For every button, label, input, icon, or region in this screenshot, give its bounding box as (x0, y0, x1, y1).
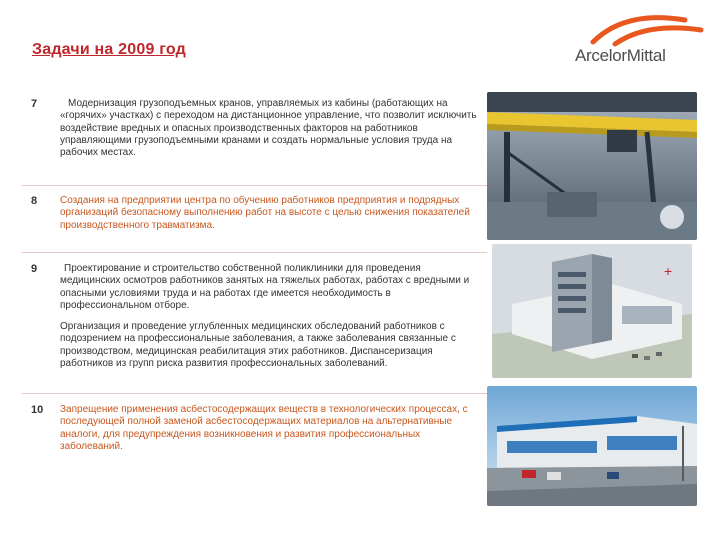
task-number: 7 (31, 98, 38, 110)
svg-text:+: + (664, 263, 673, 279)
arcelormittal-logo (575, 8, 715, 78)
logo-swoosh-icon (575, 8, 715, 48)
divider (22, 393, 487, 394)
logo-text: ArcelorMittal (575, 46, 666, 65)
task-text-continued: Организация и проведение углубленных медицинских обследований работников с подозрением на профессиональные заболевания, а также заболевания связанные с производством, медицинская реабилитация этих работников. Диспансеризация работников из групп риска развития профессиональных заболеваний. (60, 321, 456, 369)
divider (22, 252, 487, 253)
crane-photo (487, 92, 697, 240)
building-render (487, 386, 697, 506)
task-number: 8 (31, 195, 38, 207)
divider (22, 185, 487, 186)
task-text: Проектирование и строительство собственной поликлиники для проведения медицинских осмотров работников занятых на тяжелых работах, работах с вредными и опасными условиями труда и на работах где имеется необходимость в профессиональном отборе. (60, 263, 470, 311)
task-text: Создания на предприятии центра по обучению работников предприятия и подрядных организаций безопасному выполнению работ на высоте с целью снижения показателей производственного травматизма. (60, 195, 470, 231)
task-number: 10 (31, 404, 44, 416)
task-text: Запрещение применения асбестосодержащих веществ в технологических процессах, с последующей полной заменой асбестосодержащих материалов на альтернативные аналоги, для предупреждения возникновения и развития профессиональных заболеваний. (60, 404, 468, 452)
task-number: 9 (31, 263, 38, 275)
polyclinic-render (492, 244, 692, 378)
page-title: Задачи на 2009 год (32, 41, 186, 58)
task-text: Модернизация грузоподъемных кранов, управляемых из кабины (работающих на «горячих» участках) с переходом на дистанционное управление, что позволит исключить воздействие вредных и опасных производственных факторов на работников управляющими грузоподъемными кранами и создать нормальные условия труда на рабочих местах. (60, 98, 477, 159)
